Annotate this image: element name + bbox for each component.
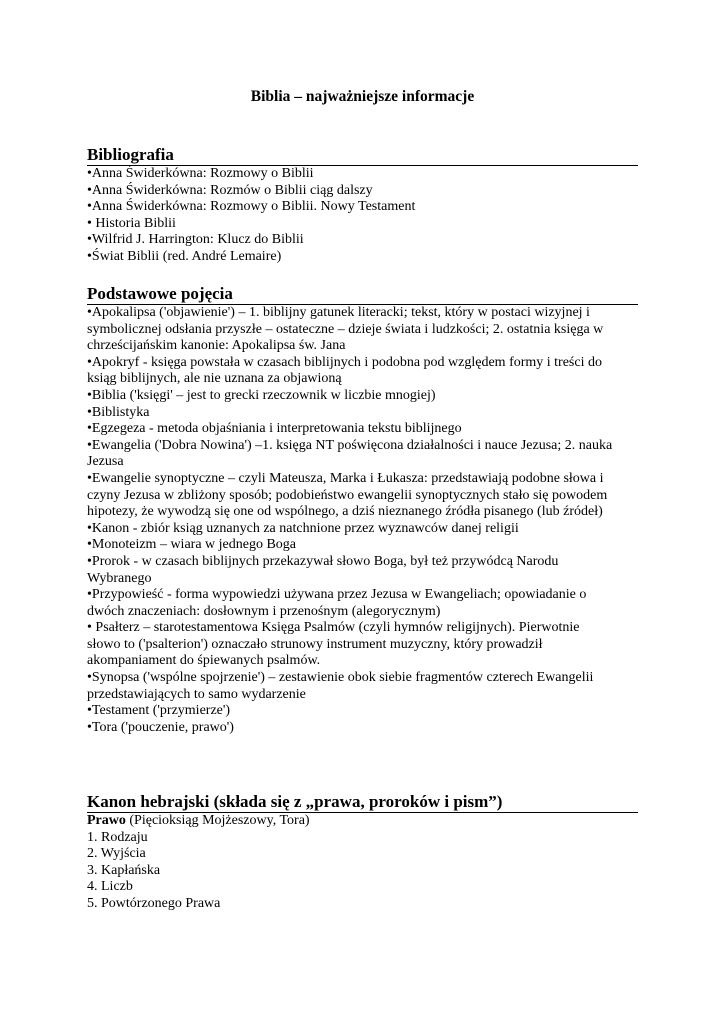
concept-line: •Apokryf - księga powstała w czasach biblijnych i podobna pod względem formy i treści do — [87, 354, 602, 370]
bibliography-item: •Świat Biblii (red. André Lemaire) — [87, 248, 282, 264]
bibliography-list — [87, 166, 638, 266]
canon-book: 5. Powtórzonego Prawa — [87, 895, 221, 911]
concept-line: •Monoteizm – wiara w jednego Boga — [87, 537, 297, 553]
concept-line: •Biblia ('księgi' – jest to grecki rzeczownik w liczbie mnogiej) — [87, 387, 436, 403]
concept-line: •Kanon - zbiór ksiąg uznanych za natchnione przez wyznawców danej religii — [87, 520, 519, 536]
concept-line: przedstawiających to samo wydarzenie — [87, 686, 306, 702]
canon-book: 2. Wyjścia — [87, 846, 146, 862]
concepts-heading: Podstawowe pojęcia — [87, 284, 638, 305]
canon-list — [87, 813, 638, 913]
law-note: (Pięcioksiąg Mojżeszowy, Tora) — [125, 813, 310, 828]
concept-line: chrześcijańskim kanonie: Apokalipsa św. Jana — [87, 338, 346, 354]
concept-line: Wybranego — [87, 570, 152, 586]
concept-line: hipotezy, że wywodzą się one od wspólnego, a dziś nieznanego źródła pisanego (lub źródeł) — [87, 504, 603, 520]
law-line — [87, 813, 638, 830]
concept-line: •Ewangelia ('Dobra Nowina') –1. księga NT poświęcona działalności i nauce Jezusa; 2. nauka — [87, 437, 613, 453]
concept-line: •Ewangelie synoptyczne – czyli Mateusza, Marka i Łukasza: przedstawiają podobne słowa i — [87, 470, 604, 486]
bibliography-item: •Anna Świderkówna: Rozmowy o Biblii. Nowy Testament — [87, 199, 416, 215]
concept-line: •Tora ('pouczenie, prawo') — [87, 719, 234, 735]
bibliography-item: •Anna Świderkówna: Rozmowy o Biblii — [87, 166, 314, 181]
concept-line: słowo to ('psalterion') oznaczało strunowy instrument muzyczny, który prowadził — [87, 636, 543, 652]
bibliography-item: • Historia Biblii — [87, 215, 176, 231]
law-label: Prawo — [87, 813, 126, 828]
concepts-list — [87, 305, 638, 736]
concept-line: •Apokalipsa ('objawienie') – 1. biblijny gatunek literacki; tekst, który w postaci wizyjnej i — [87, 305, 590, 320]
concept-line: symbolicznej odsłania przyszłe – ostateczne – dzieje świata i ludzkości; 2. ostatnia księga w — [87, 321, 604, 337]
concept-line: •Egzegeza - metoda objaśniania i interpretowania tekstu biblijnego — [87, 421, 462, 437]
canon-heading: Kanon hebrajski (składa się z „prawa, proroków i pism”) — [87, 792, 638, 813]
concept-line: •Testament ('przymierze') — [87, 703, 231, 719]
concept-line: •Synopsa ('wspólne spojrzenie') – zestawienie obok siebie fragmentów czterech Ewangelii — [87, 670, 594, 686]
bibliography-item: •Wilfrid J. Harrington: Klucz do Biblii — [87, 232, 304, 248]
concept-line: •Biblistyka — [87, 404, 150, 420]
concept-line: ksiąg biblijnych, ale nie uznana za objawioną — [87, 371, 342, 387]
concept-line: akompaniament do śpiewanych psalmów. — [87, 653, 321, 669]
concept-line: czyny Jezusa w zbliżony sposób; podobieństwo ewangelii synoptycznych stało się powodem — [87, 487, 608, 503]
concept-line: •Przypowieść - forma wypowiedzi używana przez Jezusa w Ewangeliach; opowiadanie o — [87, 587, 587, 603]
canon-book: 3. Kapłańska — [87, 862, 161, 878]
bibliography-heading: Bibliografia — [87, 145, 638, 166]
concept-line: •Prorok - w czasach biblijnych przekazywał słowo Boga, był też przywódcą Narodu — [87, 553, 559, 569]
document-title: Biblia – najważniejsze informacje — [250, 88, 475, 105]
concept-line: dwóch znaczeniach: dosłownym i przenośnym (alegorycznym) — [87, 603, 441, 619]
concept-line: • Psałterz – starotestamentowa Księga Psalmów (czyli hymnów religijnych). Pierwotnie — [87, 620, 580, 636]
canon-book: 1. Rodzaju — [87, 829, 148, 845]
concept-line: Jezusa — [87, 454, 124, 470]
canon-book: 4. Liczb — [87, 879, 133, 895]
bibliography-item: •Anna Świderkówna: Rozmów o Biblii ciąg dalszy — [87, 182, 373, 198]
